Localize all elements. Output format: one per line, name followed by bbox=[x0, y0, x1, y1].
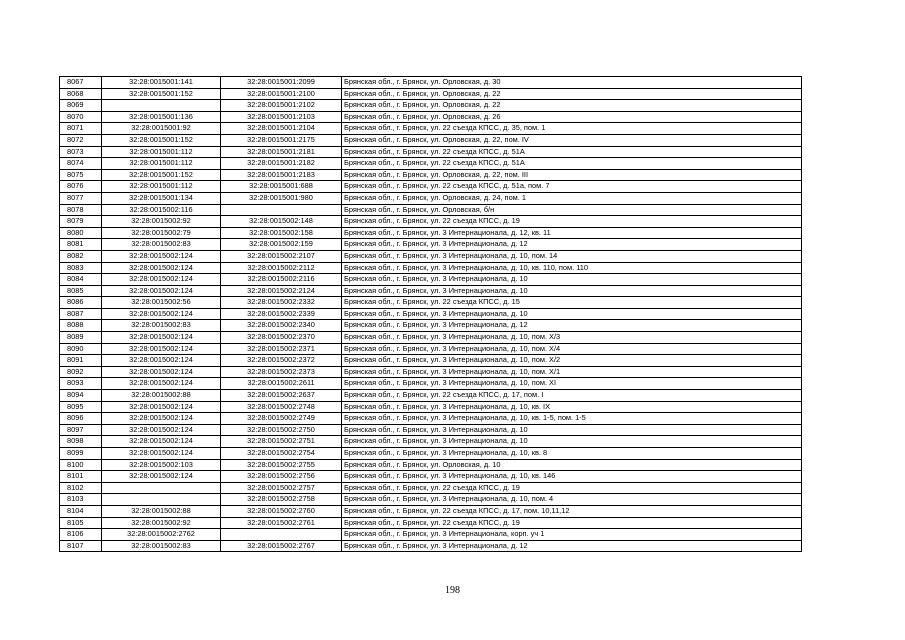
row-number-cell: 8080 bbox=[60, 227, 102, 239]
table-row bbox=[60, 100, 802, 112]
object-number-cell: 32:28:0015001:2102 bbox=[221, 100, 342, 112]
table-row bbox=[60, 111, 802, 123]
table-row bbox=[60, 366, 802, 378]
row-number-cell: 8090 bbox=[60, 343, 102, 355]
parcel-number-cell: 32:28:0015002:124 bbox=[102, 355, 221, 367]
address-cell: Брянская обл., г. Брянск, ул. 3 Интернационала, д. 10, пом. Х/4 bbox=[342, 343, 802, 355]
table-row bbox=[60, 332, 802, 344]
row-number-cell: 8088 bbox=[60, 320, 102, 332]
row-number-cell: 8070 bbox=[60, 111, 102, 123]
address-cell: Брянская обл., г. Брянск, ул. 3 Интернационала, д. 10, пом. Х/3 bbox=[342, 332, 802, 344]
row-number-cell: 8071 bbox=[60, 123, 102, 135]
table-row bbox=[60, 285, 802, 297]
object-number-cell: 32:28:0015002:2340 bbox=[221, 320, 342, 332]
row-number-cell: 8081 bbox=[60, 239, 102, 251]
object-number-cell: 32:28:0015002:2371 bbox=[221, 343, 342, 355]
object-number-cell: 32:28:0015001:2183 bbox=[221, 169, 342, 181]
row-number-cell: 8102 bbox=[60, 482, 102, 494]
table-row bbox=[60, 274, 802, 286]
table-row bbox=[60, 146, 802, 158]
object-number-cell: 32:28:0015002:2749 bbox=[221, 413, 342, 425]
address-cell: Брянская обл., г. Брянск, ул. 3 Интернационала, д. 10, кв. IX bbox=[342, 401, 802, 413]
table-row bbox=[60, 297, 802, 309]
address-cell: Брянская обл., г. Брянск, ул. 22 съезда КПСС, д. 19 bbox=[342, 482, 802, 494]
object-number-cell: 32:28:0015002:2373 bbox=[221, 366, 342, 378]
row-number-cell: 8085 bbox=[60, 285, 102, 297]
address-cell: Брянская обл., г. Брянск, ул. 3 Интернационала, д. 10, пом. Х/1 bbox=[342, 366, 802, 378]
address-cell: Брянская обл., г. Брянск, ул. 3 Интернационала, корп. уч 1 bbox=[342, 529, 802, 541]
table-row bbox=[60, 227, 802, 239]
address-cell: Брянская обл., г. Брянск, ул. 22 съезда КПСС, д. 19 bbox=[342, 517, 802, 529]
object-number-cell: 32:28:0015001:980 bbox=[221, 192, 342, 204]
parcel-number-cell: 32:28:0015002:56 bbox=[102, 297, 221, 309]
registry-table bbox=[59, 76, 802, 552]
address-cell: Брянская обл., г. Брянск, ул. 3 Интернационала, д. 10, пом. 14 bbox=[342, 250, 802, 262]
address-cell: Брянская обл., г. Брянск, ул. Орловская, д. 10 bbox=[342, 459, 802, 471]
parcel-number-cell: 32:28:0015002:124 bbox=[102, 274, 221, 286]
object-number-cell: 32:28:0015002:2611 bbox=[221, 378, 342, 390]
parcel-number-cell bbox=[102, 100, 221, 112]
address-cell: Брянская обл., г. Брянск, ул. 22 съезда КПСС, д. 51А bbox=[342, 146, 802, 158]
row-number-cell: 8067 bbox=[60, 77, 102, 89]
address-cell: Брянская обл., г. Брянск, ул. Орловская, д. 22, пом. III bbox=[342, 169, 802, 181]
parcel-number-cell: 32:28:0015001:152 bbox=[102, 169, 221, 181]
parcel-number-cell: 32:28:0015001:141 bbox=[102, 77, 221, 89]
object-number-cell: 32:28:0015002:158 bbox=[221, 227, 342, 239]
address-cell: Брянская обл., г. Брянск, ул. Орловская, б/н bbox=[342, 204, 802, 216]
row-number-cell: 8069 bbox=[60, 100, 102, 112]
object-number-cell: 32:28:0015002:2370 bbox=[221, 332, 342, 344]
parcel-number-cell: 32:28:0015002:83 bbox=[102, 540, 221, 552]
parcel-number-cell: 32:28:0015002:124 bbox=[102, 448, 221, 460]
row-number-cell: 8086 bbox=[60, 297, 102, 309]
address-cell: Брянская обл., г. Брянск, ул. 3 Интернационала, д. 12 bbox=[342, 540, 802, 552]
parcel-number-cell: 32:28:0015002:124 bbox=[102, 285, 221, 297]
table-row bbox=[60, 77, 802, 89]
table-row bbox=[60, 482, 802, 494]
table-row bbox=[60, 517, 802, 529]
parcel-number-cell: 32:28:0015001:112 bbox=[102, 181, 221, 193]
row-number-cell: 8072 bbox=[60, 134, 102, 146]
row-number-cell: 8105 bbox=[60, 517, 102, 529]
parcel-number-cell bbox=[102, 494, 221, 506]
row-number-cell: 8074 bbox=[60, 158, 102, 170]
parcel-number-cell: 32:28:0015002:83 bbox=[102, 320, 221, 332]
table-row bbox=[60, 216, 802, 228]
object-number-cell: 32:28:0015002:2751 bbox=[221, 436, 342, 448]
table-row bbox=[60, 308, 802, 320]
object-number-cell bbox=[221, 204, 342, 216]
row-number-cell: 8078 bbox=[60, 204, 102, 216]
object-number-cell bbox=[221, 529, 342, 541]
address-cell: Брянская обл., г. Брянск, ул. 22 съезда КПСС, д. 15 bbox=[342, 297, 802, 309]
address-cell: Брянская обл., г. Брянск, ул. 3 Интернационала, д. 10, пом. XI bbox=[342, 378, 802, 390]
address-cell: Брянская обл., г. Брянск, ул. 3 Интернационала, д. 10, кв. 8 bbox=[342, 448, 802, 460]
address-cell: Брянская обл., г. Брянск, ул. 3 Интернационала, д. 10, кв. 110, пом. 110 bbox=[342, 262, 802, 274]
parcel-number-cell: 32:28:0015002:124 bbox=[102, 308, 221, 320]
row-number-cell: 8099 bbox=[60, 448, 102, 460]
parcel-number-cell: 32:28:0015002:79 bbox=[102, 227, 221, 239]
object-number-cell: 32:28:0015002:2112 bbox=[221, 262, 342, 274]
table-row bbox=[60, 505, 802, 517]
table-row bbox=[60, 355, 802, 367]
table-row bbox=[60, 134, 802, 146]
parcel-number-cell: 32:28:0015002:83 bbox=[102, 239, 221, 251]
table-row bbox=[60, 320, 802, 332]
object-number-cell: 32:28:0015002:2750 bbox=[221, 424, 342, 436]
parcel-number-cell bbox=[102, 482, 221, 494]
row-number-cell: 8107 bbox=[60, 540, 102, 552]
address-cell: Брянская обл., г. Брянск, ул. 3 Интернационала, д. 10 bbox=[342, 424, 802, 436]
object-number-cell: 32:28:0015002:2116 bbox=[221, 274, 342, 286]
address-cell: Брянская обл., г. Брянск, ул. Орловская, д. 30 bbox=[342, 77, 802, 89]
object-number-cell: 32:28:0015002:2755 bbox=[221, 459, 342, 471]
table-row bbox=[60, 378, 802, 390]
row-number-cell: 8084 bbox=[60, 274, 102, 286]
parcel-number-cell: 32:28:0015001:92 bbox=[102, 123, 221, 135]
row-number-cell: 8106 bbox=[60, 529, 102, 541]
object-number-cell: 32:28:0015002:2748 bbox=[221, 401, 342, 413]
parcel-number-cell: 32:28:0015002:124 bbox=[102, 366, 221, 378]
parcel-number-cell: 32:28:0015002:124 bbox=[102, 413, 221, 425]
parcel-number-cell: 32:28:0015002:124 bbox=[102, 332, 221, 344]
address-cell: Брянская обл., г. Брянск, ул. Орловская, д. 22 bbox=[342, 100, 802, 112]
object-number-cell: 32:28:0015002:159 bbox=[221, 239, 342, 251]
object-number-cell: 32:28:0015002:2760 bbox=[221, 505, 342, 517]
row-number-cell: 8092 bbox=[60, 366, 102, 378]
page-number: 198 bbox=[445, 585, 460, 596]
parcel-number-cell: 32:28:0015001:136 bbox=[102, 111, 221, 123]
row-number-cell: 8094 bbox=[60, 390, 102, 402]
object-number-cell: 32:28:0015002:2754 bbox=[221, 448, 342, 460]
object-number-cell: 32:28:0015001:2175 bbox=[221, 134, 342, 146]
row-number-cell: 8093 bbox=[60, 378, 102, 390]
address-cell: Брянская обл., г. Брянск, ул. 3 Интернационала, д. 10 bbox=[342, 308, 802, 320]
parcel-number-cell: 32:28:0015002:92 bbox=[102, 517, 221, 529]
table-row bbox=[60, 88, 802, 100]
object-number-cell: 32:28:0015002:148 bbox=[221, 216, 342, 228]
table-row bbox=[60, 204, 802, 216]
parcel-number-cell: 32:28:0015002:103 bbox=[102, 459, 221, 471]
table-row bbox=[60, 250, 802, 262]
table-row bbox=[60, 343, 802, 355]
parcel-number-cell: 32:28:0015002:124 bbox=[102, 401, 221, 413]
object-number-cell: 32:28:0015001:2099 bbox=[221, 77, 342, 89]
object-number-cell: 32:28:0015001:2182 bbox=[221, 158, 342, 170]
parcel-number-cell: 32:28:0015002:116 bbox=[102, 204, 221, 216]
address-cell: Брянская обл., г. Брянск, ул. 22 съезда КПСС, д. 51а, пом. 7 bbox=[342, 181, 802, 193]
address-cell: Брянская обл., г. Брянск, ул. 22 съезда КПСС, д. 19 bbox=[342, 216, 802, 228]
parcel-number-cell: 32:28:0015002:124 bbox=[102, 424, 221, 436]
parcel-number-cell: 32:28:0015002:124 bbox=[102, 343, 221, 355]
parcel-number-cell: 32:28:0015002:88 bbox=[102, 505, 221, 517]
parcel-number-cell: 32:28:0015002:124 bbox=[102, 262, 221, 274]
registry-table-body bbox=[60, 77, 802, 552]
object-number-cell: 32:28:0015002:2332 bbox=[221, 297, 342, 309]
object-number-cell: 32:28:0015002:2124 bbox=[221, 285, 342, 297]
address-cell: Брянская обл., г. Брянск, ул. 3 Интернационала, д. 10, кв. 146 bbox=[342, 471, 802, 483]
address-cell: Брянская обл., г. Брянск, ул. Орловская, д. 22, пом. IV bbox=[342, 134, 802, 146]
address-cell: Брянская обл., г. Брянск, ул. 22 съезда КПСС, д. 17, пом. I bbox=[342, 390, 802, 402]
row-number-cell: 8087 bbox=[60, 308, 102, 320]
object-number-cell: 32:28:0015001:2100 bbox=[221, 88, 342, 100]
object-number-cell: 32:28:0015002:2757 bbox=[221, 482, 342, 494]
address-cell: Брянская обл., г. Брянск, ул. 3 Интернационала, д. 10, кв. 1-5, пом. 1-5 bbox=[342, 413, 802, 425]
address-cell: Брянская обл., г. Брянск, ул. 3 Интернационала, д. 10 bbox=[342, 274, 802, 286]
row-number-cell: 8068 bbox=[60, 88, 102, 100]
address-cell: Брянская обл., г. Брянск, ул. Орловская, д. 24, пом. 1 bbox=[342, 192, 802, 204]
object-number-cell: 32:28:0015002:2758 bbox=[221, 494, 342, 506]
address-cell: Брянская обл., г. Брянск, ул. 3 Интернационала, д. 12 bbox=[342, 239, 802, 251]
object-number-cell: 32:28:0015002:2637 bbox=[221, 390, 342, 402]
address-cell: Брянская обл., г. Брянск, ул. Орловская, д. 26 bbox=[342, 111, 802, 123]
address-cell: Брянская обл., г. Брянск, ул. 22 съезда КПСС, д. 35, пом. 1 bbox=[342, 123, 802, 135]
object-number-cell: 32:28:0015002:2756 bbox=[221, 471, 342, 483]
table-row bbox=[60, 459, 802, 471]
address-cell: Брянская обл., г. Брянск, ул. Орловская, д. 22 bbox=[342, 88, 802, 100]
address-cell: Брянская обл., г. Брянск, ул. 22 съезда КПСС, д. 51А bbox=[342, 158, 802, 170]
parcel-number-cell: 32:28:0015001:152 bbox=[102, 134, 221, 146]
table-row bbox=[60, 529, 802, 541]
table-row bbox=[60, 471, 802, 483]
address-cell: Брянская обл., г. Брянск, ул. 3 Интернационала, д. 12, кв. 11 bbox=[342, 227, 802, 239]
object-number-cell: 32:28:0015002:2761 bbox=[221, 517, 342, 529]
table-row bbox=[60, 494, 802, 506]
table-row bbox=[60, 424, 802, 436]
object-number-cell: 32:28:0015001:2181 bbox=[221, 146, 342, 158]
table-row bbox=[60, 158, 802, 170]
table-row bbox=[60, 401, 802, 413]
parcel-number-cell: 32:28:0015002:124 bbox=[102, 471, 221, 483]
row-number-cell: 8073 bbox=[60, 146, 102, 158]
parcel-number-cell: 32:28:0015001:134 bbox=[102, 192, 221, 204]
address-cell: Брянская обл., г. Брянск, ул. 3 Интернационала, д. 10 bbox=[342, 436, 802, 448]
table-row bbox=[60, 390, 802, 402]
address-cell: Брянская обл., г. Брянск, ул. 22 съезда КПСС, д. 17, пом. 10,11,12 bbox=[342, 505, 802, 517]
object-number-cell: 32:28:0015001:688 bbox=[221, 181, 342, 193]
address-cell: Брянская обл., г. Брянск, ул. 3 Интернационала, д. 10, пом. Х/2 bbox=[342, 355, 802, 367]
table-row bbox=[60, 448, 802, 460]
object-number-cell: 32:28:0015001:2104 bbox=[221, 123, 342, 135]
address-cell: Брянская обл., г. Брянск, ул. 3 Интернационала, д. 12 bbox=[342, 320, 802, 332]
parcel-number-cell: 32:28:0015002:88 bbox=[102, 390, 221, 402]
row-number-cell: 8095 bbox=[60, 401, 102, 413]
table-row bbox=[60, 169, 802, 181]
row-number-cell: 8096 bbox=[60, 413, 102, 425]
table-row bbox=[60, 262, 802, 274]
row-number-cell: 8097 bbox=[60, 424, 102, 436]
table-row bbox=[60, 192, 802, 204]
row-number-cell: 8098 bbox=[60, 436, 102, 448]
row-number-cell: 8101 bbox=[60, 471, 102, 483]
row-number-cell: 8089 bbox=[60, 332, 102, 344]
parcel-number-cell: 32:28:0015002:124 bbox=[102, 250, 221, 262]
row-number-cell: 8079 bbox=[60, 216, 102, 228]
table-row bbox=[60, 540, 802, 552]
row-number-cell: 8100 bbox=[60, 459, 102, 471]
object-number-cell: 32:28:0015001:2103 bbox=[221, 111, 342, 123]
table-row bbox=[60, 413, 802, 425]
row-number-cell: 8082 bbox=[60, 250, 102, 262]
parcel-number-cell: 32:28:0015002:124 bbox=[102, 436, 221, 448]
parcel-number-cell: 32:28:0015002:2762 bbox=[102, 529, 221, 541]
parcel-number-cell: 32:28:0015001:112 bbox=[102, 158, 221, 170]
table-row bbox=[60, 123, 802, 135]
address-cell: Брянская обл., г. Брянск, ул. 3 Интернационала, д. 10, пом. 4 bbox=[342, 494, 802, 506]
address-cell: Брянская обл., г. Брянск, ул. 3 Интернационала, д. 10 bbox=[342, 285, 802, 297]
table-row bbox=[60, 239, 802, 251]
row-number-cell: 8083 bbox=[60, 262, 102, 274]
row-number-cell: 8076 bbox=[60, 181, 102, 193]
object-number-cell: 32:28:0015002:2339 bbox=[221, 308, 342, 320]
parcel-number-cell: 32:28:0015002:92 bbox=[102, 216, 221, 228]
parcel-number-cell: 32:28:0015001:152 bbox=[102, 88, 221, 100]
parcel-number-cell: 32:28:0015002:124 bbox=[102, 378, 221, 390]
parcel-number-cell: 32:28:0015001:112 bbox=[102, 146, 221, 158]
table-row bbox=[60, 436, 802, 448]
object-number-cell: 32:28:0015002:2767 bbox=[221, 540, 342, 552]
row-number-cell: 8077 bbox=[60, 192, 102, 204]
object-number-cell: 32:28:0015002:2372 bbox=[221, 355, 342, 367]
row-number-cell: 8075 bbox=[60, 169, 102, 181]
row-number-cell: 8091 bbox=[60, 355, 102, 367]
row-number-cell: 8103 bbox=[60, 494, 102, 506]
table-row bbox=[60, 181, 802, 193]
object-number-cell: 32:28:0015002:2107 bbox=[221, 250, 342, 262]
row-number-cell: 8104 bbox=[60, 505, 102, 517]
